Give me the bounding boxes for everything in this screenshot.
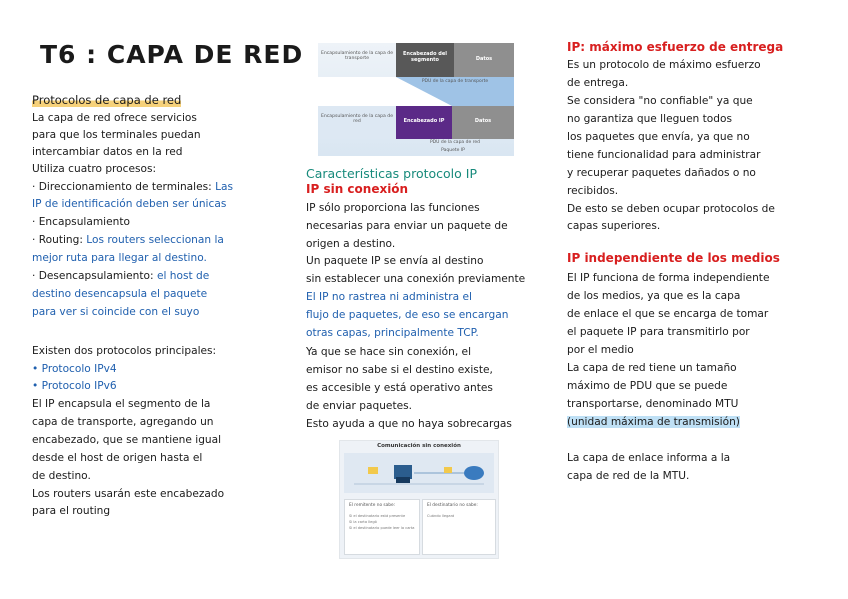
text-line: La capa de enlace informa a la bbox=[567, 452, 731, 464]
section-heading-ip-features: Características protocolo IP bbox=[306, 166, 478, 181]
text-line: La capa de red tiene un tamaño bbox=[567, 362, 737, 374]
text-line: Utiliza cuatro procesos: bbox=[32, 163, 157, 175]
text-line: capa de transporte, agregando un bbox=[32, 416, 214, 428]
text-line: recibidos. bbox=[567, 185, 619, 197]
text-line: Un paquete IP se envía al destino bbox=[306, 255, 484, 267]
bullet-encapsulation: · Encapsulamiento bbox=[32, 216, 130, 228]
text-line: el paquete IP para transmitirlo por bbox=[567, 326, 750, 338]
text-line: de enlace el que se encarga de tomar bbox=[567, 308, 769, 320]
mtu-definition: (unidad máxima de transmisión) bbox=[567, 416, 740, 428]
receiver-title: El destinatario no sabe: bbox=[427, 503, 478, 508]
page-title: T6 : CAPA DE RED bbox=[40, 40, 304, 69]
text-line: capas superiores. bbox=[567, 220, 661, 232]
text-line: por el medio bbox=[567, 344, 634, 356]
text-line: de los medios, ya que es la capa bbox=[567, 290, 741, 302]
text-line: Existen dos protocolos principales: bbox=[32, 345, 217, 357]
text-line: de entrega. bbox=[567, 77, 629, 89]
segment-header-box: Encabezado del segmento bbox=[396, 43, 454, 77]
network-pdu-label: PDU de la capa de red bbox=[429, 140, 481, 145]
text-line: Se considera "no confiable" ya que bbox=[567, 95, 753, 107]
bullet-routing: · Routing: Los routers seleccionan la bbox=[32, 234, 224, 246]
receiver-box bbox=[422, 499, 496, 555]
text-line: Esto ayuda a que no haya sobrecargas bbox=[306, 418, 512, 430]
text-line: es accesible y está operativo antes bbox=[306, 382, 493, 394]
sender-item: Si la carta llegó bbox=[349, 520, 377, 524]
text-line: para el routing bbox=[32, 505, 111, 517]
text-line: desde el host de origen hasta el bbox=[32, 452, 203, 464]
text-line: De esto se deben ocupar protocolos de bbox=[567, 203, 775, 215]
text-line: necesarias para enviar un paquete de bbox=[306, 220, 508, 232]
text-line: tiene funcionalidad para administrar bbox=[567, 149, 761, 161]
sender-title: El remitente no sabe: bbox=[349, 503, 396, 508]
text-line: otras capas, principalmente TCP. bbox=[306, 327, 479, 339]
text-line: La capa de red ofrece servicios bbox=[32, 112, 197, 124]
text-line: emisor no sabe si el destino existe, bbox=[306, 364, 493, 376]
text-line: mejor ruta para llegar al destino. bbox=[32, 252, 207, 264]
text-line: origen a destino. bbox=[306, 238, 396, 250]
data-box: Datos bbox=[452, 106, 514, 139]
text-line: máximo de PDU que se puede bbox=[567, 380, 728, 392]
text-line: los paquetes que envía, ya que no bbox=[567, 131, 750, 143]
text-line: sin establecer una conexión previamente bbox=[306, 273, 526, 285]
text-line: de destino. bbox=[32, 470, 91, 482]
transport-pdu-label: PDU de la capa de transporte bbox=[421, 79, 489, 84]
network-illustration bbox=[344, 453, 494, 493]
text-line: El IP funciona de forma independiente bbox=[567, 272, 770, 284]
text-line: Los routers usarán este encabezado bbox=[32, 488, 225, 500]
sender-box bbox=[344, 499, 420, 555]
text-line: El IP no rastrea ni administra el bbox=[306, 291, 472, 303]
text-line: Ya que se hace sin conexión, el bbox=[306, 346, 472, 358]
protocol-ipv4: • Protocolo IPv4 bbox=[32, 363, 117, 375]
heading-media-independent: IP independiente de los medios bbox=[567, 251, 780, 265]
heading-best-effort: IP: máximo esfuerzo de entrega bbox=[567, 40, 784, 54]
protocol-ipv6: • Protocolo IPv6 bbox=[32, 380, 117, 392]
connectionless-diagram bbox=[339, 440, 499, 559]
text-line: IP sólo proporciona las funciones bbox=[306, 202, 480, 214]
text-line: Es un protocolo de máximo esfuerzo bbox=[567, 59, 761, 71]
network-shape bbox=[344, 453, 494, 493]
text-line: no garantiza que lleguen todos bbox=[567, 113, 732, 125]
ip-packet-label: Paquete IP bbox=[441, 148, 465, 153]
network-encap-label: Encapsulamiento de la capa de red bbox=[320, 114, 394, 124]
ip-header-box: Encabezado IP bbox=[396, 106, 452, 139]
sender-item: Si el destinatario está presente bbox=[349, 514, 406, 518]
text-line: capa de red de la MTU. bbox=[567, 470, 690, 482]
text-line: IP de identificación deben ser únicas bbox=[32, 198, 227, 210]
text-line: El IP encapsula el segmento de la bbox=[32, 398, 211, 410]
bullet-decapsulation: · Desencapsulamiento: el host de bbox=[32, 270, 210, 282]
text-line: intercambiar datos en la red bbox=[32, 146, 183, 158]
text-line: destino desencapsula el paquete bbox=[32, 288, 208, 300]
encapsulation-diagram bbox=[318, 43, 514, 156]
sender-item: Si el destinatario puede leer la carta bbox=[349, 526, 415, 530]
text-line: para ver si coincide con el suyo bbox=[32, 306, 200, 318]
text-line: de enviar paquetes. bbox=[306, 400, 412, 412]
transport-encap-label: Encapsulamiento de la capa de transporte bbox=[320, 51, 394, 61]
text-line: flujo de paquetes, de eso se encargan bbox=[306, 309, 509, 321]
section-heading-protocols: Protocolos de capa de red bbox=[32, 93, 182, 107]
subheading-connectionless: IP sin conexión bbox=[306, 182, 409, 196]
diagram-title: Comunicación sin conexión bbox=[377, 443, 461, 449]
text-line: transportarse, denominado MTU bbox=[567, 398, 739, 410]
bullet-addressing: · Direccionamiento de terminales: Las bbox=[32, 181, 234, 193]
text-line: y recuperar paquetes dañados o no bbox=[567, 167, 756, 179]
text-line: para que los terminales puedan bbox=[32, 129, 201, 141]
text-line: encabezado, que se mantiene igual bbox=[32, 434, 222, 446]
data-box: Datos bbox=[454, 43, 514, 77]
receiver-item: Cuándo llegará bbox=[427, 514, 455, 518]
